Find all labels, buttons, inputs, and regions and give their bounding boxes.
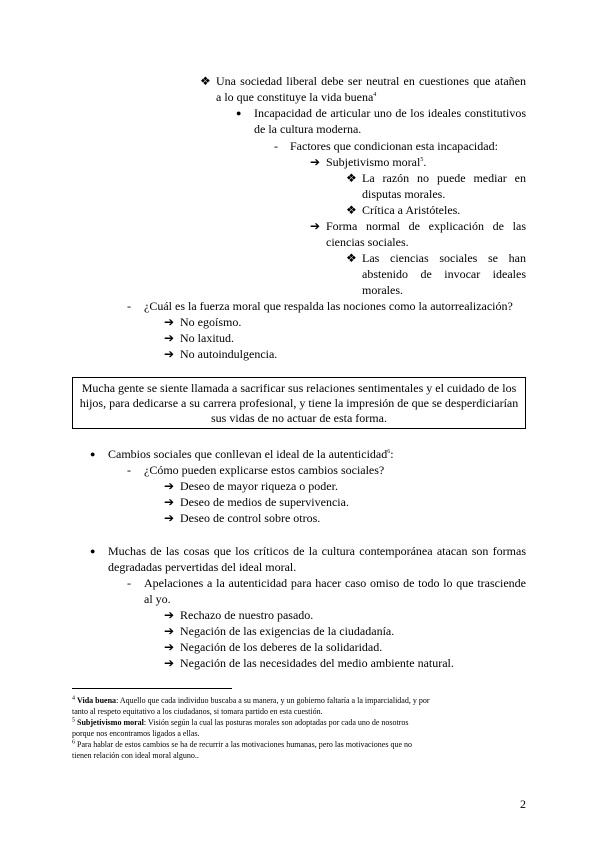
outline-line: ¿Cómo pueden explicarse estos cambios sociales? — [144, 463, 385, 477]
diamond-bullet-icon: ❖ — [346, 203, 357, 217]
round-bullet-icon: ● — [90, 546, 96, 556]
outline-line: degradadas pervertidas del ideal moral. — [108, 560, 297, 574]
outline-line: No egoísmo. — [180, 315, 242, 329]
list-item: Deseo de control sobre otros. — [180, 511, 321, 525]
section-heading: Cambios sociales que conllevan el ideal de la autenticidad$^6$: — [108, 447, 394, 461]
outline-line: Las ciencias sociales se han — [362, 251, 526, 265]
arrow-bullet-icon: ➔ — [164, 331, 175, 345]
arrow-bullet-icon: ➔ — [164, 347, 175, 361]
dash-bullet-icon: - — [127, 299, 131, 313]
outline-line: Incapacidad de articular uno de los ideales constitutivos — [254, 106, 526, 120]
box-line: hijos, para dedicarse a su carrera profesional, y tiene la impresión de que se desperdiciarían — [79, 396, 519, 410]
footnote-ref[interactable]: 5 — [420, 157, 424, 163]
outline-line: Apelaciones a la autenticidad para hacer caso omiso de todo lo que trasciende — [144, 576, 526, 590]
list-item: Rechazo de nuestro pasado. — [180, 608, 314, 622]
highlight-box — [72, 377, 526, 429]
dash-bullet-icon: - — [274, 139, 278, 153]
page-number: 2 — [520, 797, 526, 811]
outline-line: al yo. — [144, 592, 171, 606]
outline-line: morales. — [362, 283, 403, 297]
outline-line: La razón no puede mediar en — [362, 171, 526, 185]
list-item: Negación de las exigencias de la ciudadanía. — [180, 624, 395, 638]
list-item: Negación de las necesidades del medio ambiente natural. — [180, 656, 454, 670]
list-item: Negación de los deberes de la solidaridad. — [180, 640, 383, 654]
footnote-ref[interactable]: 4 — [373, 92, 377, 98]
list-item: Deseo de medios de supervivencia. — [180, 495, 349, 509]
outline-line: Muchas de las cosas que los críticos de la cultura contemporánea atacan son formas — [108, 544, 526, 558]
arrow-bullet-icon: ➔ — [164, 640, 175, 654]
dash-bullet-icon: - — [127, 463, 131, 477]
arrow-bullet-icon: ➔ — [310, 219, 321, 233]
arrow-bullet-icon: ➔ — [164, 511, 175, 525]
outline-line: abstenido de invocar ideales — [362, 267, 526, 281]
footnote: $^6$ Para hablar de estos cambios se ha de recurrir a las motivaciones humanas, pero las motivaciones que no — [72, 739, 412, 749]
outline-line: Crítica a Aristóteles. — [362, 203, 461, 217]
diamond-bullet-icon: ❖ — [346, 251, 357, 265]
outline-line: Subjetivismo moral$^5$. — [326, 155, 427, 169]
box-line: sus vidas de no actuar de esta forma. — [211, 411, 387, 425]
outline-line: Factores que condicionan esta incapacidad: — [290, 139, 498, 153]
round-bullet-icon: ● — [236, 108, 242, 118]
arrow-bullet-icon: ➔ — [164, 656, 175, 670]
footnote: tanto al respeto equitativo a los ciudadanos, si tomara partido en esta cuestión. — [72, 707, 323, 716]
arrow-bullet-icon: ➔ — [164, 479, 175, 493]
arrow-bullet-icon: ➔ — [310, 155, 321, 169]
arrow-bullet-icon: ➔ — [164, 315, 175, 329]
outline-line: disputas morales. — [362, 187, 446, 201]
list-item: Deseo de mayor riqueza o poder. — [180, 479, 338, 493]
outline-line: a lo que constituye la vida buena$^4$ — [216, 90, 377, 104]
outline-line: de la cultura moderna. — [254, 122, 362, 136]
arrow-bullet-icon: ➔ — [164, 495, 175, 509]
box-line: Mucha gente se siente llamada a sacrificar sus relaciones sentimentales y el cuidado de los — [81, 381, 517, 395]
outline-line: No laxitud. — [180, 331, 234, 345]
footnote-ref[interactable]: 6 — [387, 449, 391, 455]
footnote: porque nos encontramos ligados a ellas. — [72, 729, 200, 738]
outline-line: ¿Cuál es la fuerza moral que respalda las nociones como la autorrealización? — [144, 299, 513, 313]
arrow-bullet-icon: ➔ — [164, 624, 175, 638]
footnote: $^4$ Vida buena: Aquello que cada individuo buscaba a su manera, y un gobierno faltaría a la imparcialidad, y por — [72, 695, 430, 705]
round-bullet-icon: ● — [90, 449, 96, 459]
footnote: $^5$ Subjetivismo moral: Visión según la cual las posturas morales son adoptadas por cada uno de nosotros — [72, 717, 409, 727]
footnote-separator — [72, 688, 232, 689]
outline-line: ciencias sociales. — [326, 235, 409, 249]
outline-line: Forma normal de explicación de las — [326, 219, 526, 233]
diamond-bullet-icon: ❖ — [200, 74, 211, 88]
outline-line: No autoindulgencia. — [180, 347, 278, 361]
footnote: tienen relación con ideal moral alguno.. — [72, 751, 199, 760]
outline-line: Una sociedad liberal debe ser neutral en cuestiones que atañen — [216, 74, 526, 88]
dash-bullet-icon: - — [127, 576, 131, 590]
arrow-bullet-icon: ➔ — [164, 608, 175, 622]
diamond-bullet-icon: ❖ — [346, 171, 357, 185]
